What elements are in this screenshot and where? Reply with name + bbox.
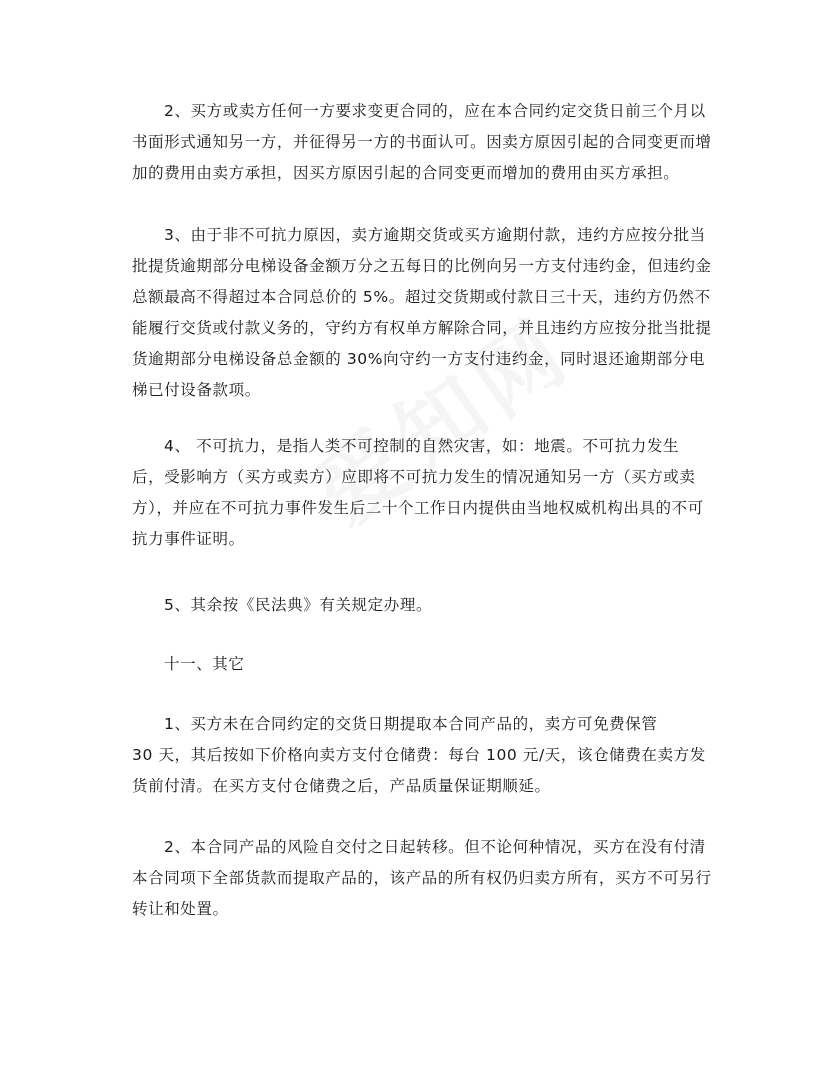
paragraph-change-contract bbox=[132, 96, 712, 189]
paragraph-risk-transfer bbox=[132, 832, 712, 925]
text-line: 后，受影响方（买方或卖方）应即将不可抗力发生的情况通知另一方（买方或卖 bbox=[132, 468, 696, 486]
text-line: 加的费用由卖方承担，因买方原因引起的合同变更而增加的费用由买方承担。 bbox=[132, 164, 680, 182]
text-line: 2、买方或卖方任何一方要求变更合同的，应在本合同约定交货日前三个月以 bbox=[164, 102, 706, 120]
paragraph-breach-penalty bbox=[132, 220, 712, 406]
text-line: 30 天，其后按如下价格向卖方支付仓储费：每台 100 元/天，该仓储费在卖方发 bbox=[132, 746, 706, 764]
text-line: 梯已付设备款项。 bbox=[132, 381, 261, 399]
text-line: 能履行交货或付款义务的，守约方有权单方解除合同，并且违约方应按分批当批提 bbox=[132, 319, 712, 337]
text-line: 4、 不可抗力，是指人类不可控制的自然灾害，如：地震。不可抗力发生 bbox=[164, 437, 680, 455]
text-line: 方），并应在不可抗力事件发生后二十个工作日内提供由当地权威机构出具的不可 bbox=[132, 499, 704, 517]
text-line: 书面形式通知另一方，并征得另一方的书面认可。因卖方原因引起的合同变更而增 bbox=[132, 133, 712, 151]
text-line: 批提货逾期部分电梯设备金额万分之五每日的比例向另一方支付违约金，但违约金 bbox=[132, 257, 712, 275]
paragraph-civil-code bbox=[132, 590, 706, 621]
text-line: 2、本合同产品的风险自交付之日起转移。但不论何种情况，买方在没有付清 bbox=[164, 838, 706, 856]
section-title: 十一、其它 bbox=[164, 655, 245, 673]
text-line: 抗力事件证明。 bbox=[132, 530, 245, 548]
text-line: 3、由于非不可抗力原因，卖方逾期交货或买方逾期付款，违约方应按分批当 bbox=[164, 226, 706, 244]
text-line: 总额最高不得超过本合同总价的 5%。超过交货期或付款日三十天，违约方仍然不 bbox=[132, 288, 711, 306]
text-line: 1、买方未在合同约定的交货日期提取本合同产品的，卖方可免费保管 bbox=[164, 715, 658, 733]
text-line: 5、其余按《民法典》有关规定办理。 bbox=[164, 596, 433, 614]
paragraph-storage-fee bbox=[132, 709, 706, 802]
text-line: 转让和处置。 bbox=[132, 900, 229, 918]
paragraph-force-majeure bbox=[132, 431, 706, 555]
text-line: 本合同项下全部货款而提取产品的，该产品的所有权仍归卖方所有，买方不可另行 bbox=[132, 869, 712, 887]
text-line: 货前付清。在买方支付仓储费之后，产品质量保证期顺延。 bbox=[132, 777, 551, 795]
section-heading-others bbox=[132, 649, 706, 680]
text-line: 货逾期部分电梯设备总金额的 30%向守约一方支付违约金，同时退还逾期部分电 bbox=[132, 350, 706, 368]
